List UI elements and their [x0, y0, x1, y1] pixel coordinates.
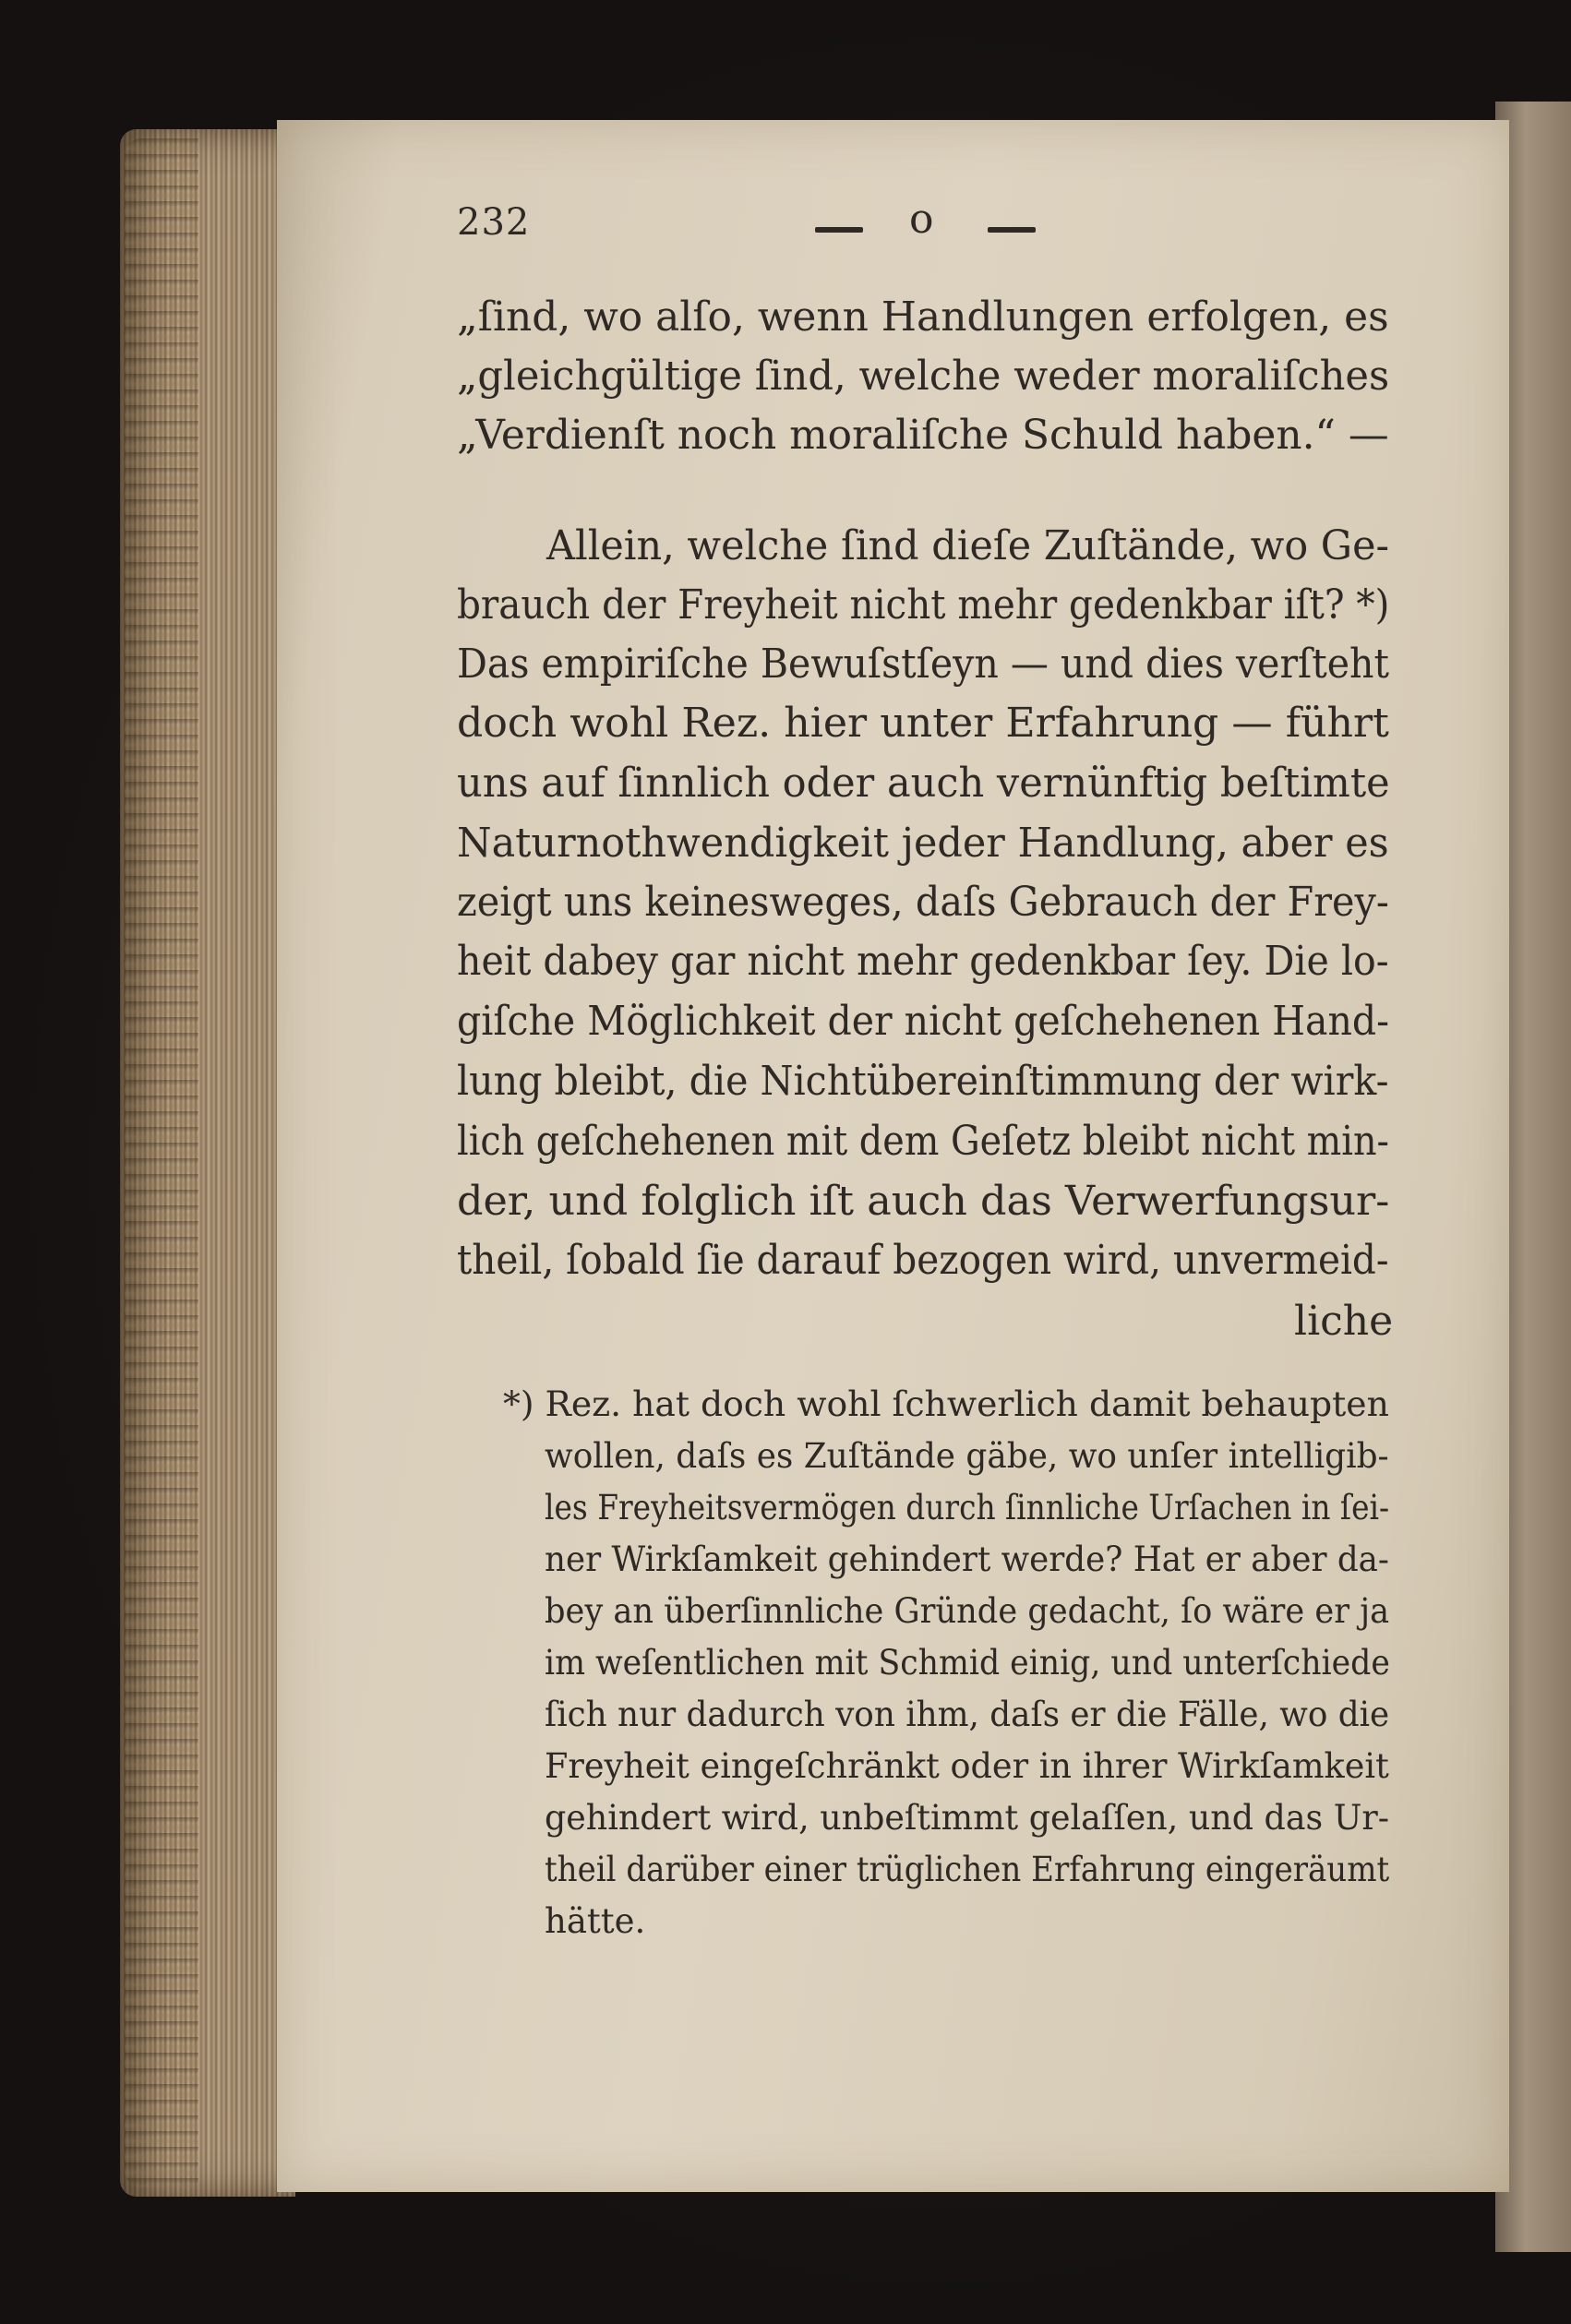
footnote-line: *) Rez. hat doch wohl ſchwerlich damit behaupten [503, 1384, 1389, 1424]
body-line: giſche Möglichkeit der nicht geſchehenen Hand- [457, 998, 1389, 1045]
catchword: liche [1294, 1298, 1394, 1345]
footnote-line: wollen, daſs es Zuſtände gäbe, wo unſer intelligib- [545, 1436, 1389, 1476]
running-head-rule-right [988, 227, 1036, 233]
body-line: lich geſchehenen mit dem Geſetz bleibt nicht min- [457, 1118, 1389, 1165]
body-line: doch wohl Rez. hier unter Erfahrung — führt [457, 700, 1389, 747]
body-line: heit dabey gar nicht mehr gedenkbar ſey. Die lo- [457, 938, 1389, 985]
footnote-line: les Freyheitsvermögen durch ſinnliche Urſachen in ſei- [545, 1488, 1390, 1527]
footnote-line: Freyheit eingeſchränkt oder in ihrer Wirkſamkeit [545, 1746, 1389, 1786]
running-head-rule-left [815, 227, 863, 233]
page-number: 232 [457, 201, 531, 244]
body-line: Das empiriſche Bewuſstſeyn — und dies verſteht [457, 641, 1389, 688]
body-line: „gleichgültige ſind, welche weder moraliſches [457, 353, 1390, 400]
body-line: Naturnothwendigkeit jeder Handlung, aber es [457, 820, 1389, 867]
body-line: brauch der Freyheit nicht mehr gedenkbar iſt? *) [457, 581, 1390, 629]
body-line: Allein, welche ſind dieſe Zuſtände, wo Ge- [546, 522, 1389, 569]
footnote-line: theil darüber einer trüglichen Erfahrung eingeräumt [545, 1850, 1390, 1889]
footnote-line: im weſentlichen mit Schmid einig, und unterſchiede [545, 1643, 1390, 1683]
footnote-line: hätte. [545, 1901, 646, 1941]
page-edge-texture [125, 138, 198, 2187]
footnote-line: ſich nur dadurch von ihm, daſs er die Fälle, wo die [545, 1695, 1390, 1734]
body-line: theil, ſobald ſie darauf bezogen wird, unvermeid- [457, 1237, 1389, 1284]
body-line: „Verdienſt noch moraliſche Schuld haben.“ — [457, 412, 1389, 459]
body-line: uns auf ſinnlich oder auch vernünftig beſtimte [457, 760, 1390, 807]
footnote-line: ner Wirkſamkeit gehindert werde? Hat er aber da- [545, 1539, 1389, 1579]
footnote-line: gehindert wird, unbeſtimmt gelaſſen, und das Ur- [545, 1798, 1390, 1838]
running-head-ornament: o [909, 196, 934, 243]
body-line: „ſind, wo alſo, wenn Handlungen erfolgen, es [457, 293, 1389, 341]
footnote-line: bey an überſinnliche Gründe gedacht, ſo wäre er ja [545, 1591, 1390, 1631]
body-line: zeigt uns keinesweges, daſs Gebrauch der Frey- [457, 879, 1389, 926]
body-line: lung bleibt, die Nichtübereinſtimmung der wirk- [457, 1058, 1389, 1105]
body-line: der, und folglich iſt auch das Verwerfungsur- [457, 1178, 1390, 1225]
